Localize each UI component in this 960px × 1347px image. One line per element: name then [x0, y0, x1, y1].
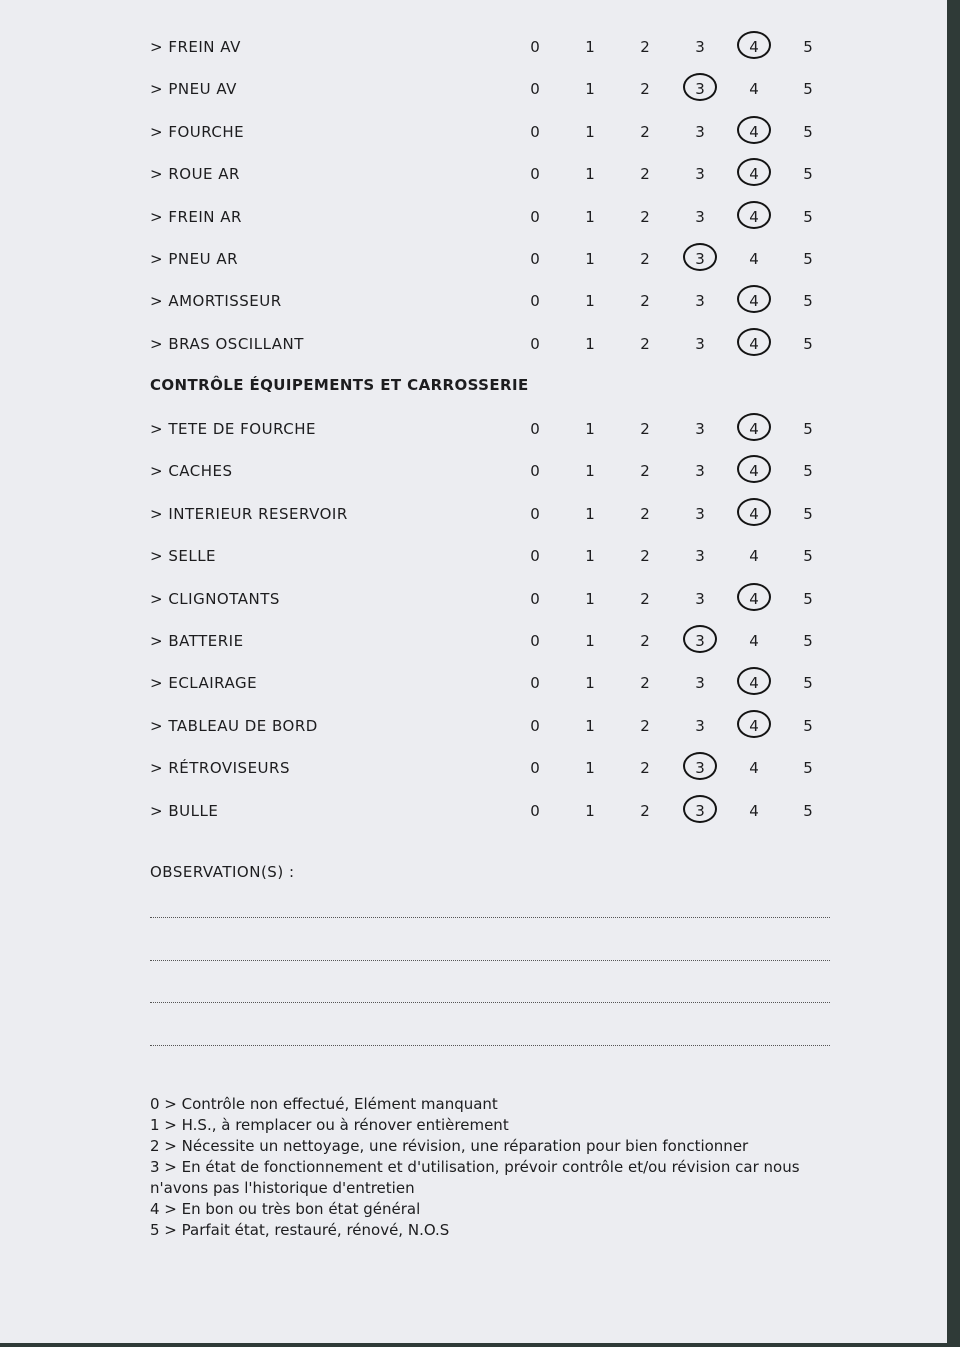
score-option[interactable]: 5 — [803, 801, 813, 820]
selected-score-circle — [737, 583, 771, 611]
score-option[interactable]: 0 — [530, 589, 540, 608]
checklist-row — [150, 798, 830, 828]
score-option[interactable]: 4 — [749, 801, 759, 820]
score-option[interactable]: 3 — [695, 250, 705, 268]
score-option[interactable]: 0 — [530, 122, 540, 141]
score-option[interactable]: 3 — [695, 420, 705, 438]
item-label: > CLIGNOTANTS — [150, 589, 280, 608]
score-option[interactable]: 4 — [749, 80, 759, 99]
score-option[interactable]: 4 — [749, 462, 759, 481]
score-option[interactable]: 4 — [749, 420, 759, 438]
score-option[interactable]: 5 — [803, 80, 813, 99]
item-label: > TABLEAU DE BORD — [150, 716, 318, 735]
score-option[interactable]: 4 — [749, 504, 759, 523]
score-option[interactable]: 4 — [749, 589, 759, 608]
selected-score-circle — [737, 116, 771, 144]
score-option[interactable]: 1 — [585, 759, 595, 778]
checklist-row — [150, 204, 830, 234]
score-option[interactable]: 1 — [585, 801, 595, 820]
checklist-row — [150, 755, 830, 785]
item-label: > FREIN AR — [150, 207, 242, 226]
selected-score-circle — [683, 795, 717, 823]
score-option[interactable]: 4 — [749, 632, 759, 650]
selected-score-circle — [737, 413, 771, 441]
score-option[interactable]: 1 — [585, 462, 595, 481]
score-option[interactable]: 3 — [695, 38, 705, 56]
item-label: > FREIN AV — [150, 38, 241, 56]
score-option[interactable]: 3 — [695, 674, 705, 693]
score-option[interactable]: 2 — [640, 250, 650, 268]
score-option[interactable]: 2 — [640, 420, 650, 438]
selected-score-circle — [683, 625, 717, 653]
observation-line — [150, 917, 830, 918]
checklist-row — [150, 628, 830, 658]
checklist-row — [150, 246, 830, 276]
checklist-row — [150, 76, 830, 106]
score-option[interactable]: 5 — [803, 38, 813, 56]
score-option[interactable]: 5 — [803, 674, 813, 693]
score-option[interactable]: 0 — [530, 462, 540, 481]
score-option[interactable]: 2 — [640, 334, 650, 353]
score-option[interactable]: 2 — [640, 122, 650, 141]
score-option[interactable]: 2 — [640, 504, 650, 523]
score-option[interactable]: 1 — [585, 207, 595, 226]
score-option[interactable]: 0 — [530, 420, 540, 438]
observation-line — [150, 1045, 830, 1046]
score-option[interactable]: 1 — [585, 122, 595, 141]
score-option[interactable]: 1 — [585, 38, 595, 56]
checklist-row — [150, 501, 830, 531]
item-label: > BATTERIE — [150, 632, 244, 650]
item-label: > PNEU AV — [150, 80, 237, 99]
score-option[interactable]: 2 — [640, 165, 650, 184]
score-option[interactable]: 1 — [585, 504, 595, 523]
score-option[interactable]: 1 — [585, 420, 595, 438]
score-option[interactable]: 1 — [585, 334, 595, 353]
section-title: CONTRÔLE ÉQUIPEMENTS ET CARROSSERIE — [150, 376, 529, 394]
score-option[interactable]: 0 — [530, 38, 540, 56]
item-label: > AMORTISSEUR — [150, 292, 282, 311]
score-option[interactable]: 1 — [585, 80, 595, 99]
score-option[interactable]: 2 — [640, 801, 650, 820]
item-label: > ECLAIRAGE — [150, 674, 258, 693]
checklist-row — [150, 416, 830, 446]
score-option[interactable]: 3 — [695, 547, 705, 566]
item-label: > PNEU AR — [150, 250, 239, 268]
item-label: > BRAS OSCILLANT — [150, 334, 304, 353]
score-option[interactable]: 3 — [695, 334, 705, 353]
score-option[interactable]: 0 — [530, 759, 540, 778]
score-option[interactable]: 4 — [749, 122, 759, 141]
score-option[interactable]: 0 — [530, 292, 540, 311]
score-option[interactable]: 5 — [803, 759, 813, 778]
item-label: > INTERIEUR RESERVOIR — [150, 504, 348, 523]
score-option[interactable]: 5 — [803, 207, 813, 226]
score-option[interactable]: 0 — [530, 80, 540, 99]
score-option[interactable]: 3 — [695, 292, 705, 311]
score-option[interactable]: 0 — [530, 801, 540, 820]
checklist-row — [150, 161, 830, 191]
score-option[interactable]: 2 — [640, 80, 650, 99]
score-option[interactable]: 5 — [803, 589, 813, 608]
score-option[interactable]: 2 — [640, 462, 650, 481]
score-option[interactable]: 2 — [640, 38, 650, 56]
score-option[interactable]: 2 — [640, 292, 650, 311]
score-option[interactable]: 2 — [640, 674, 650, 693]
score-option[interactable]: 4 — [749, 674, 759, 693]
score-option[interactable]: 4 — [749, 38, 759, 56]
score-option[interactable]: 4 — [749, 250, 759, 268]
score-option[interactable]: 5 — [803, 716, 813, 735]
score-option[interactable]: 4 — [749, 547, 759, 566]
selected-score-circle — [683, 752, 717, 780]
score-option[interactable]: 5 — [803, 632, 813, 650]
score-option[interactable]: 3 — [695, 801, 705, 820]
score-option[interactable]: 4 — [749, 207, 759, 226]
legend-line: 2 > Nécessite un nettoyage, une révision, une réparation pour bien fonctionner — [150, 1137, 749, 1155]
score-option[interactable]: 0 — [530, 716, 540, 735]
legend-line: 1 > H.S., à remplacer ou à rénover entièrement — [150, 1116, 509, 1134]
score-option[interactable]: 3 — [695, 80, 705, 99]
score-option[interactable]: 1 — [585, 632, 595, 650]
score-option[interactable]: 5 — [803, 504, 813, 523]
item-label: > RÉTROVISEURS — [150, 759, 290, 778]
selected-score-circle — [737, 158, 771, 186]
score-option[interactable]: 4 — [749, 716, 759, 735]
score-option[interactable]: 5 — [803, 420, 813, 438]
checklist-row — [150, 670, 830, 700]
checklist-row — [150, 34, 830, 64]
score-legend — [150, 1094, 820, 1241]
score-option[interactable]: 2 — [640, 547, 650, 566]
score-option[interactable]: 0 — [530, 504, 540, 523]
score-option[interactable]: 3 — [695, 165, 705, 184]
selected-score-circle — [737, 455, 771, 483]
score-option[interactable]: 1 — [585, 674, 595, 693]
score-option[interactable]: 0 — [530, 334, 540, 353]
selected-score-circle — [737, 667, 771, 695]
score-option[interactable]: 5 — [803, 547, 813, 566]
score-option[interactable]: 1 — [585, 547, 595, 566]
selected-score-circle — [737, 285, 771, 313]
score-option[interactable]: 1 — [585, 165, 595, 184]
score-option[interactable]: 3 — [695, 122, 705, 141]
item-label: > TETE DE FOURCHE — [150, 420, 316, 438]
observation-line — [150, 1002, 830, 1003]
score-option[interactable]: 0 — [530, 165, 540, 184]
item-label: > ROUE AR — [150, 165, 240, 184]
checklist-row — [150, 586, 830, 616]
observation-line — [150, 960, 830, 961]
score-option[interactable]: 1 — [585, 250, 595, 268]
score-option[interactable]: 4 — [749, 334, 759, 353]
score-option[interactable]: 3 — [695, 589, 705, 608]
legend-line: 3 > En état de fonctionnement et d'utilisation, prévoir contrôle et/ou révision car nous n'avons pas l'historique d'entretien — [150, 1158, 800, 1197]
selected-score-circle — [737, 498, 771, 526]
score-option[interactable]: 1 — [585, 716, 595, 735]
selected-score-circle — [683, 243, 717, 271]
score-option[interactable]: 0 — [530, 207, 540, 226]
score-option[interactable]: 5 — [803, 334, 813, 353]
selected-score-circle — [683, 73, 717, 101]
score-option[interactable]: 3 — [695, 462, 705, 481]
score-option[interactable]: 0 — [530, 632, 540, 650]
checklist-row — [150, 119, 830, 149]
score-option[interactable]: 1 — [585, 589, 595, 608]
score-option[interactable]: 2 — [640, 589, 650, 608]
legend-line: 4 > En bon ou très bon état général — [150, 1200, 421, 1218]
legend-line: 0 > Contrôle non effectué, Elément manquant — [150, 1095, 498, 1113]
score-option[interactable]: 5 — [803, 250, 813, 268]
checklist-row — [150, 713, 830, 743]
score-option[interactable]: 4 — [749, 165, 759, 184]
score-option[interactable]: 5 — [803, 122, 813, 141]
score-option[interactable]: 0 — [530, 674, 540, 693]
score-option[interactable]: 0 — [530, 547, 540, 566]
observations-label: OBSERVATION(S) : — [150, 863, 295, 881]
score-option[interactable]: 3 — [695, 632, 705, 650]
score-option[interactable]: 5 — [803, 462, 813, 481]
checklist-row — [150, 543, 830, 573]
score-option[interactable]: 5 — [803, 292, 813, 311]
checklist-row — [150, 288, 830, 318]
checklist-row — [150, 458, 830, 488]
score-option[interactable]: 3 — [695, 504, 705, 523]
score-option[interactable]: 3 — [695, 207, 705, 226]
item-label: > CACHES — [150, 462, 233, 481]
score-option[interactable]: 0 — [530, 250, 540, 268]
score-option[interactable]: 3 — [695, 716, 705, 735]
score-option[interactable]: 2 — [640, 759, 650, 778]
score-option[interactable]: 2 — [640, 632, 650, 650]
checklist-row — [150, 331, 830, 361]
item-label: > BULLE — [150, 801, 219, 820]
legend-line: 5 > Parfait état, restauré, rénové, N.O.S — [150, 1221, 450, 1239]
score-option[interactable]: 4 — [749, 759, 759, 778]
item-label: > FOURCHE — [150, 122, 245, 141]
selected-score-circle — [737, 710, 771, 738]
score-option[interactable]: 4 — [749, 292, 759, 311]
score-option[interactable]: 2 — [640, 716, 650, 735]
selected-score-circle — [737, 201, 771, 229]
score-option[interactable]: 3 — [695, 759, 705, 778]
selected-score-circle — [737, 328, 771, 356]
selected-score-circle — [737, 31, 771, 59]
item-label: > SELLE — [150, 547, 217, 566]
score-option[interactable]: 5 — [803, 165, 813, 184]
score-option[interactable]: 1 — [585, 292, 595, 311]
score-option[interactable]: 2 — [640, 207, 650, 226]
